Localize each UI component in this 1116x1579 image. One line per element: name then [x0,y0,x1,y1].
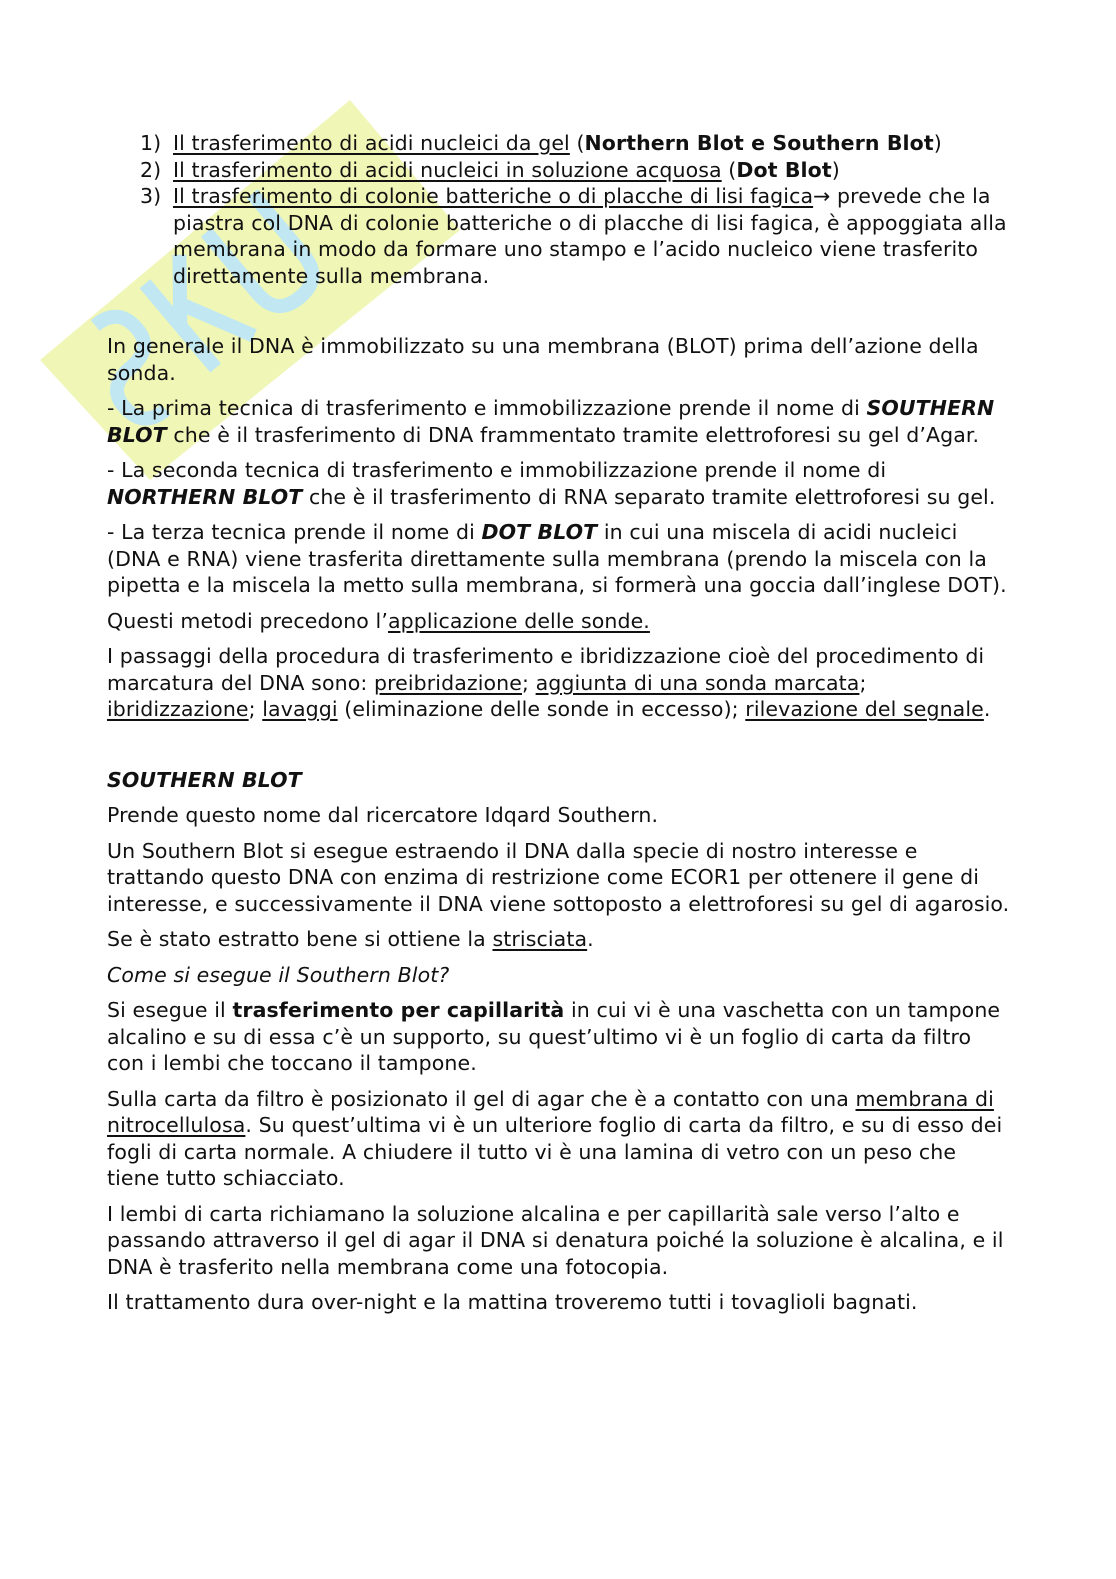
section-heading: SOUTHERN BLOT [107,767,302,792]
paragraph-overnight: Il trattamento dura over-night e la mattina troveremo tutti i tovaglioli bagnati. [107,1290,918,1314]
list-item-underlined: Il trasferimento di acidi nucleici da gel [173,131,570,155]
list-item-underlined: Il trasferimento di acidi nucleici in soluzione acquosa [173,157,722,182]
paragraph-extraction: Se è stato estratto bene si ottiene la strisciata. [107,927,594,951]
paragraph-execution: Un Southern Blot si esegue estraendo il DNA dalla specie di nostro interesse e trattando questo DNA con enzima di restrizione come ECOR1 per ottenere il gene di interesse, e successivamente il DNA viene sottoposto a elettroforesi su gel di agarosio. [107,838,1010,916]
arrow-right-icon: → [813,184,831,208]
list-item: 1) Il trasferimento di acidi nucleici da gel (Northern Blot e Southern Blot) [140,131,942,155]
list-number: 1) [140,131,162,155]
paragraph-general: In generale il DNA è immobilizzato su una membrana (BLOT) prima dell’azione della sonda. [107,334,979,385]
paragraph-steps: I passaggi della procedura di trasferimento e ibridizzazione cioè del procedimento di marcatura del DNA sono: preibridazione; aggiunta di una sonda marcata; ibridizzazione; lavaggi (eliminazione delle sonde in eccesso); rilevazione del segnale. [107,644,991,721]
term-southern-blot: SOUTHERN BLOT [107,396,995,447]
list-number: 2) [140,157,162,182]
term-dot-blot: DOT BLOT [481,520,598,544]
paragraph-southern: - La prima tecnica di trasferimento e immobilizzazione prende il nome di SOUTHERN BLOT che è il trasferimento di DNA frammentato tramite elettroforesi su gel d’Agar. [107,396,995,447]
paragraph-name-origin: Prende questo nome dal ricercatore Idqard Southern. [107,803,659,827]
list-item-underlined: Il trasferimento di colonie batteriche o di placche di lisi fagica [173,184,814,208]
list-item: 2) Il trasferimento di acidi nucleici in soluzione acquosa (Dot Blot) [140,157,840,182]
list-number: 3) [140,184,162,208]
list-item-bold: Dot Blot [736,157,832,182]
paragraph-filter: Sulla carta da filtro è posizionato il gel di agar che è a contatto con una membrana di nitrocellulosa. Su quest’ultima vi è un ulteriore foglio di carta da filtro, e su di esso dei fogli di carta normale. A chiudere il tutto vi è una lamina di vetro con un peso che tiene tutto schiacciato. [107,1086,1003,1190]
paragraph-northern: - La seconda tecnica di trasferimento e immobilizzazione prende il nome di NORTHERN BLOT che è il trasferimento di RNA separato tramite elettroforesi su gel. [107,458,996,509]
paragraph-methods: Questi metodi precedono l’applicazione delle sonde. [107,608,650,633]
paragraph-question: Come si esegue il Southern Blot? [107,962,450,987]
paragraph-dot-blot: - La terza tecnica prende il nome di DOT BLOT in cui una miscela di acidi nucleici (DNA e RNA) viene trasferita direttamente sulla membrana (prendo la miscela con la pipetta e la miscela la metto sulla membrana, si formerà una goccia dall’inglese DOT). [107,520,1007,597]
paragraph-capillary: Si esegue il trasferimento per capillarità in cui vi è una vaschetta con un tampone alcalino e su di essa c’è un supporto, su quest’ultimo vi è un foglio di carta da filtro con i lembi che toccano il tampone. [107,998,1001,1075]
page-content [107,130,1012,1325]
paragraph-flaps: I lembi di carta richiamano la soluzione alcalina e per capillarità sale verso l’alto e passando attraverso il gel di agar il DNA si denatura poiché la soluzione è alcalina, e il DNA è trasferito nella membrana come una fotocopia. [107,1201,1004,1279]
transfer-types-list [107,130,1012,289]
term-northern-blot: NORTHERN BLOT [107,484,303,509]
list-item-bold: Northern Blot e Southern Blot [584,131,934,155]
list-item: 3) Il trasferimento di colonie batteriche o di placche di lisi fagica→ prevede che la piastra col DNA di colonie batteriche o di placche di lisi fagica, è appoggiata alla membrana in modo da formare uno stampo e l’acido nucleico viene trasferito direttamente sulla membrana. [140,184,1007,288]
